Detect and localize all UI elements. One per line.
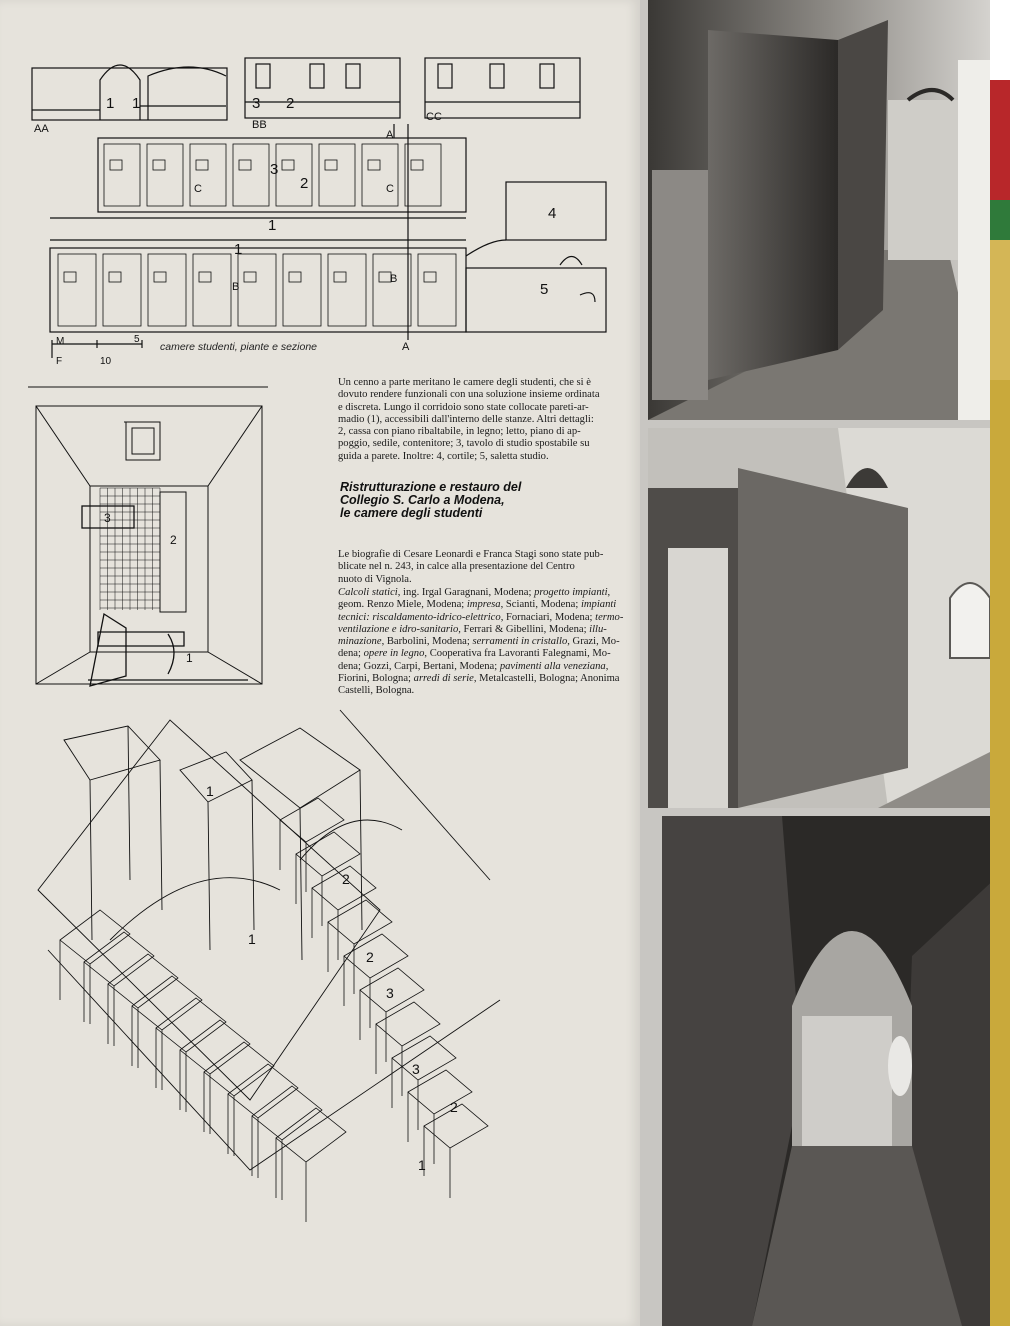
axo-number: 2 bbox=[342, 871, 350, 887]
credit-segment: , bbox=[607, 587, 611, 598]
credit-segment: opere in legno bbox=[363, 648, 425, 660]
intro-line: guida a parete. Inoltre: 4, cortile; 5, saletta studio. bbox=[338, 450, 549, 462]
plan-number: 1 bbox=[268, 217, 277, 234]
scale-label-5: 5 bbox=[134, 334, 140, 345]
credit-segment: , Scianti, Modena; bbox=[500, 599, 581, 611]
credit-segment: , Metalcastelli, Bologna; Anonima bbox=[473, 673, 620, 685]
cut-label-b-left: B bbox=[232, 281, 240, 293]
axo-number: 1 bbox=[418, 1157, 426, 1173]
credit-segment: , bbox=[605, 660, 609, 672]
photo-column bbox=[640, 0, 1010, 1326]
corridor-photo-1 bbox=[648, 0, 998, 420]
plan-number-study-room: 5 bbox=[540, 281, 549, 298]
credit-segment: progetto impianti bbox=[534, 587, 608, 598]
adjacent-page-edge bbox=[990, 0, 1010, 1326]
room-perspective-drawing bbox=[28, 384, 278, 704]
cut-label-b-right: B bbox=[390, 273, 398, 285]
axo-number: 2 bbox=[366, 949, 374, 965]
heading-line: le camere degli studenti bbox=[340, 506, 483, 520]
credit-segment: termo- bbox=[595, 611, 624, 623]
heading-line: Ristrutturazione e restauro del bbox=[340, 480, 522, 494]
plan-number: 1 bbox=[132, 95, 141, 112]
article-heading bbox=[340, 481, 630, 520]
credit-segment: dena; Gozzi, Carpi, Bertani, Modena; bbox=[338, 660, 500, 672]
credit-segment: , Grazi, Mo- bbox=[567, 636, 620, 648]
floor-plan-drawing bbox=[20, 40, 620, 360]
credit-line bbox=[338, 624, 634, 636]
room-number: 1 bbox=[186, 651, 193, 665]
plan-caption: camere studenti, piante e sezione bbox=[160, 341, 318, 353]
intro-paragraph bbox=[338, 377, 634, 463]
axo-number: 1 bbox=[206, 783, 214, 799]
plan-number: 2 bbox=[286, 95, 295, 112]
intro-line: e discreta. Lungo il corridoio sono state collocate pareti-ar- bbox=[338, 401, 589, 413]
scale-label-f: F bbox=[56, 356, 63, 367]
credit-segment: , ing. Irgal Garagnani, Modena; bbox=[397, 587, 535, 598]
plan-number: 1 bbox=[106, 95, 115, 112]
axo-number: 3 bbox=[412, 1061, 420, 1077]
scale-label-10: 10 bbox=[100, 356, 112, 367]
credit-segment: dena; bbox=[338, 648, 364, 660]
axo-number: 2 bbox=[450, 1099, 458, 1115]
credit-line bbox=[338, 673, 634, 685]
credit-segment: serramenti in cristallo bbox=[472, 636, 568, 648]
credit-segment: , Ferrari & Gibellini, Modena; bbox=[458, 623, 590, 635]
heading-line: Collegio S. Carlo a Modena, bbox=[340, 493, 505, 507]
credit-segment: ventilazione e idro-sanitario bbox=[338, 623, 459, 635]
section-label-aa: AA bbox=[34, 123, 49, 135]
credit-segment: , Fornaciari, Modena; bbox=[500, 611, 596, 623]
credit-line bbox=[338, 648, 634, 660]
credit-segment: illu- bbox=[589, 623, 607, 635]
credit-segment: impresa bbox=[466, 599, 501, 611]
credits-paragraph bbox=[338, 587, 634, 698]
scale-label-m: M bbox=[56, 336, 65, 347]
cut-label-a-top: A bbox=[386, 129, 394, 141]
bio-line: Le biografie di Cesare Leonardi e Franca Stagi sono state pub- bbox=[338, 549, 604, 560]
credit-segment: arredi di serie bbox=[413, 673, 474, 685]
cut-label-c-left: C bbox=[194, 183, 202, 195]
credit-segment: Castelli, Bologna. bbox=[338, 685, 415, 697]
credit-line bbox=[338, 636, 634, 648]
bio-paragraph bbox=[338, 549, 634, 586]
plan-number: 2 bbox=[300, 175, 309, 192]
credit-line bbox=[338, 612, 634, 624]
section-label-bb: BB bbox=[252, 119, 267, 131]
corridor-photo-3 bbox=[662, 816, 998, 1326]
intro-line: poggio, sedile, contenitore; 3, tavolo di studio spostabile su bbox=[338, 438, 590, 450]
room-number: 2 bbox=[170, 533, 177, 547]
plan-number: 3 bbox=[270, 161, 279, 178]
intro-line: madio (1), accessibili dall'interno delle stanze. Altri dettagli: bbox=[338, 413, 594, 425]
credit-segment: pavimenti alla veneziana bbox=[499, 660, 606, 672]
axonometric-drawing bbox=[30, 700, 510, 1290]
credit-segment: impianti bbox=[580, 599, 617, 611]
corridor-photo-2 bbox=[648, 428, 998, 808]
cut-label-a-bottom: A bbox=[402, 341, 410, 353]
room-number: 3 bbox=[104, 511, 111, 525]
credit-segment: Fiorini, Bologna; bbox=[338, 673, 414, 685]
intro-line: 2, cassa con piano ribaltabile, in legno; letto, piano di ap- bbox=[338, 426, 581, 438]
credit-segment: minazione bbox=[338, 636, 382, 648]
bio-line: nuoto di Vignola. bbox=[338, 573, 412, 585]
plan-number: 3 bbox=[252, 95, 261, 112]
credit-line bbox=[338, 587, 634, 599]
credit-line bbox=[338, 685, 634, 697]
intro-line: dovuto rendere funzionali con una soluzione insieme ordinata bbox=[338, 389, 600, 401]
axo-number: 3 bbox=[386, 985, 394, 1001]
credit-line bbox=[338, 599, 634, 611]
credit-segment: , Cooperativa fra Lavoranti Falegnami, Mo- bbox=[424, 648, 611, 660]
credit-segment: geom. Renzo Miele, Modena; bbox=[338, 599, 467, 611]
plan-number: 1 bbox=[234, 241, 243, 258]
credit-segment: tecnici: riscaldamento-idrico-elettrico bbox=[338, 611, 501, 623]
plan-number-courtyard: 4 bbox=[548, 205, 557, 222]
bio-line: blicate nel n. 243, in calce alla presentazione del Centro bbox=[338, 561, 575, 573]
intro-line: Un cenno a parte meritano le camere degli studenti, che si è bbox=[338, 377, 591, 388]
credit-line bbox=[338, 661, 634, 673]
credit-segment: , Barbolini, Modena; bbox=[381, 636, 473, 648]
credit-segment: Calcoli statici bbox=[338, 587, 398, 598]
axo-number: 1 bbox=[248, 931, 256, 947]
cut-label-c-right: C bbox=[386, 183, 394, 195]
section-label-cc: CC bbox=[426, 111, 442, 123]
